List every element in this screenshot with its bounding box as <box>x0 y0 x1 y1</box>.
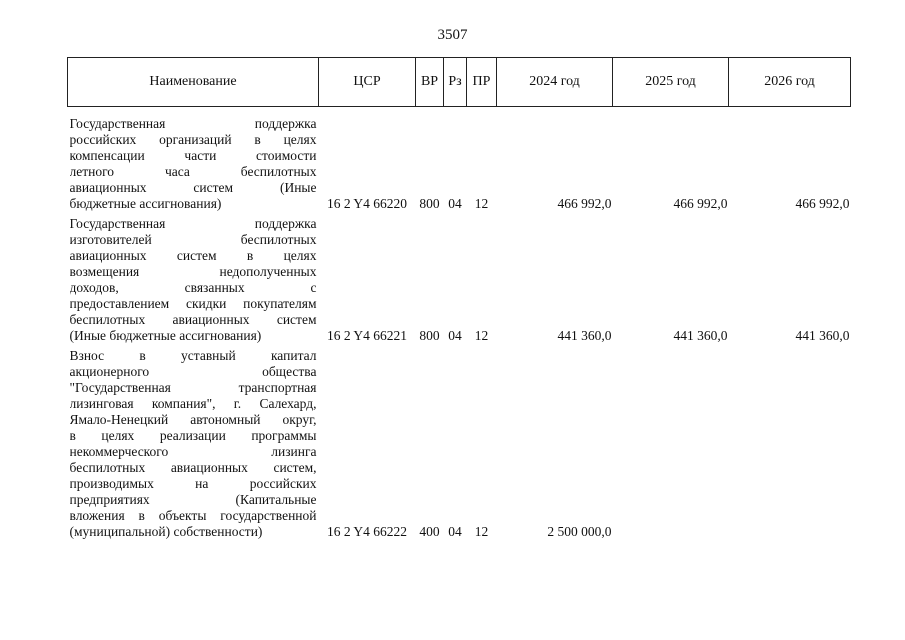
table-row <box>68 107 851 213</box>
row-name-line: компенсации части стоимости <box>69 148 317 163</box>
row-pr: 12 <box>474 524 489 539</box>
row-rz: 04 <box>448 524 462 539</box>
row-2025: 466 992,0 <box>673 196 728 211</box>
row-name-line: авиационных систем в целях <box>69 248 317 263</box>
row-2026 <box>729 344 851 540</box>
row-2025 <box>613 344 729 540</box>
row-name-line: беспилотных авиационных систем <box>69 312 317 327</box>
row-pr: 12 <box>474 328 489 343</box>
header-pr: ПР <box>467 58 497 107</box>
row-name-line: летного часа беспилотных <box>69 164 317 179</box>
page-number: 3507 <box>437 27 468 43</box>
row-name-line: Государственная поддержка <box>69 216 317 231</box>
row-name-line: российских организаций в целях <box>69 132 317 147</box>
header-2026: 2026 год <box>729 58 851 107</box>
row-2024: 2 500 000,0 <box>547 524 612 539</box>
row-name-line: предоставлением скидки покупателям <box>69 296 317 311</box>
row-name-line: некоммерческого лизинга <box>69 444 317 459</box>
row-name-line: Государственная поддержка <box>69 116 317 131</box>
row-2024: 441 360,0 <box>557 328 612 343</box>
row-name <box>68 107 319 213</box>
header-rz: Рз <box>444 58 467 107</box>
row-name-line: изготовителей беспилотных <box>69 232 317 247</box>
row-name <box>68 344 319 540</box>
row-name-line: предприятиях (Капитальные <box>69 492 317 507</box>
header-2025: 2025 год <box>613 58 729 107</box>
row-vr: 800 <box>419 196 440 211</box>
header-2024: 2024 год <box>497 58 613 107</box>
row-2026: 441 360,0 <box>795 328 850 343</box>
budget-table <box>67 57 851 540</box>
row-name <box>68 212 319 344</box>
row-name-line: (муниципальной) собственности) <box>69 524 263 539</box>
row-2025: 441 360,0 <box>673 328 728 343</box>
row-name-line: акционерного общества <box>69 364 317 379</box>
table-row <box>68 344 851 540</box>
row-csr: 16 2 Y4 66221 <box>326 328 408 343</box>
header-vr: ВР <box>416 58 444 107</box>
row-name-line: вложения в объекты государственной <box>69 508 317 523</box>
row-vr: 800 <box>419 328 440 343</box>
table-row <box>68 212 851 344</box>
row-name-line: (Иные бюджетные ассигнования) <box>69 328 262 343</box>
row-csr: 16 2 Y4 66220 <box>326 196 408 211</box>
header-name: Наименование <box>68 58 319 107</box>
header-csr: ЦСР <box>319 58 416 107</box>
row-name-line: бюджетные ассигнования) <box>69 196 222 211</box>
row-name-line: лизинговая компания", г. Салехард, <box>69 396 317 411</box>
table-header-row <box>68 58 851 107</box>
row-2026: 466 992,0 <box>795 196 850 211</box>
row-pr: 12 <box>474 196 489 211</box>
row-name-line: "Государственная транспортная <box>69 380 317 395</box>
row-name-line: Взнос в уставный капитал <box>69 348 317 363</box>
row-name-line: возмещения недополученных <box>69 264 317 279</box>
row-vr: 400 <box>419 524 440 539</box>
row-rz: 04 <box>448 196 462 211</box>
row-rz: 04 <box>448 328 462 343</box>
row-name-line: доходов, связанных с <box>69 280 317 295</box>
row-name-line: Ямало-Ненецкий автономный округ, <box>69 412 317 427</box>
row-name-line: беспилотных авиационных систем, <box>69 460 317 475</box>
row-name-line: в целях реализации программы <box>69 428 317 443</box>
row-name-line: авиационных систем (Иные <box>69 180 317 195</box>
row-csr: 16 2 Y4 66222 <box>326 524 408 539</box>
row-name-line: производимых на российских <box>69 476 317 491</box>
row-2024: 466 992,0 <box>557 196 612 211</box>
